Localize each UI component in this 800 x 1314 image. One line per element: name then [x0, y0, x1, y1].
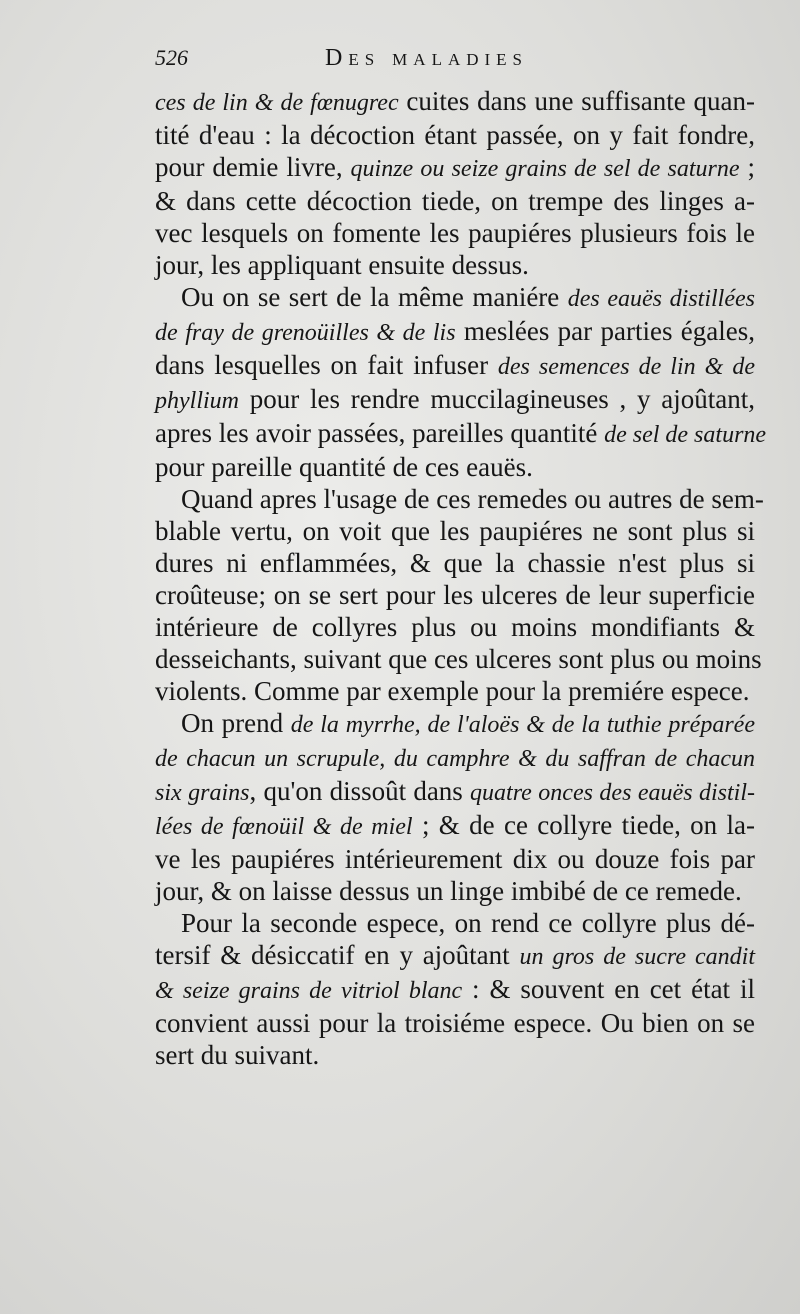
italic-text: quinze ou seize grains de sel de saturne — [350, 156, 740, 182]
roman-text: apres les avoir passées, pareilles quantité — [155, 418, 605, 448]
text-line — [155, 741, 755, 775]
text-line — [155, 217, 755, 249]
italic-text: de fray de grenoüilles & de lis — [155, 320, 456, 346]
roman-text: jour, les appliquant ensuite dessus. — [155, 250, 529, 280]
text-line — [155, 907, 755, 939]
roman-text: pour demie livre, — [155, 152, 351, 182]
italic-text: des eauës distillées — [567, 286, 755, 312]
paragraph — [155, 907, 755, 1071]
text-line — [155, 875, 755, 907]
roman-text: blable vertu, on voit que les paupiéres ne sont plus si — [155, 516, 755, 546]
text-block — [155, 45, 767, 1071]
text-line — [155, 707, 755, 741]
text-line — [155, 483, 764, 515]
text-line — [155, 281, 755, 315]
body-text — [155, 85, 767, 1071]
roman-text: ; & de ce collyre tiede, on la- — [412, 810, 755, 840]
text-line — [155, 939, 755, 973]
text-line — [155, 85, 755, 119]
text-line — [155, 579, 755, 611]
text-line — [155, 1039, 755, 1071]
text-line — [155, 1007, 755, 1039]
text-line — [155, 383, 755, 417]
roman-text: tersif & désiccatif en y ajoûtant — [155, 940, 520, 970]
roman-text: meslées par parties égales, — [455, 316, 755, 346]
italic-text: de sel de saturne — [604, 422, 767, 448]
text-line — [155, 417, 767, 451]
text-line — [155, 515, 755, 547]
text-line — [155, 249, 755, 281]
roman-text: desseichants, suivant que ces ulceres sont plus ou moins — [155, 644, 762, 674]
roman-text: pour pareille quantité de ces eauës. — [155, 452, 533, 482]
text-line — [155, 775, 755, 809]
paragraph — [155, 707, 755, 907]
roman-text: cuites dans une suffisante quan- — [398, 86, 755, 116]
roman-text: convient aussi pour la troisiéme espece. Ou bien on se — [155, 1008, 755, 1038]
text-line — [155, 643, 762, 675]
roman-text: & dans cette décoction tiede, on trempe des linges a- — [155, 186, 755, 216]
roman-text: vec lesquels on fomente les paupiéres plusieurs fois le — [155, 218, 755, 248]
italic-text: de la myrrhe, de l'aloës & de la tuthie préparée — [290, 712, 755, 738]
roman-text: dans lesquelles on fait infuser — [155, 350, 498, 380]
text-line — [155, 611, 755, 643]
italic-text: ces de lin & de fœnugrec — [155, 90, 399, 116]
text-line — [155, 119, 755, 151]
italic-text: & seize grains de vitriol blanc — [155, 978, 463, 1004]
paragraph — [155, 483, 764, 707]
roman-text: : & souvent en cet état il — [462, 974, 755, 1004]
roman-text: sert du suivant. — [155, 1040, 320, 1070]
italic-text: des semences de lin & de — [497, 354, 756, 380]
roman-text: jour, & on laisse dessus un linge imbibé de ce remede. — [155, 876, 742, 906]
roman-text: Pour la seconde espece, on rend ce collyre plus dé- — [181, 908, 755, 938]
roman-text: violents. Comme par exemple pour la premiére espece. — [155, 676, 750, 706]
roman-text: ; — [739, 152, 755, 182]
italic-text: de chacun un scrupule, du camphre & du saffran de chacun — [155, 746, 755, 772]
italic-text: six grains — [155, 780, 250, 806]
roman-text: Ou on se sert de la même maniére — [181, 282, 568, 312]
text-line — [155, 185, 755, 217]
roman-text: On prend — [181, 708, 291, 738]
paragraph — [155, 281, 767, 483]
roman-text: intérieure de collyres plus ou moins mondifiants & — [155, 612, 755, 642]
text-line — [155, 809, 755, 843]
text-line — [155, 151, 755, 185]
italic-text: un gros de sucre candit — [519, 944, 755, 970]
paragraph — [155, 85, 755, 281]
text-line — [155, 675, 755, 707]
roman-text: dures ni enflammées, & que la chassie n'est plus si — [155, 548, 755, 578]
text-line — [155, 547, 755, 579]
page-number: 526 — [155, 45, 188, 70]
text-line — [155, 315, 755, 349]
italic-text: lées de fœnoüil & de miel — [155, 814, 413, 840]
running-title: Des maladies — [325, 45, 529, 71]
roman-text: croûteuse; on se sert pour les ulceres de leur superficie — [155, 580, 755, 610]
roman-text: pour les rendre muccilagineuses , y ajoûtant, — [239, 384, 755, 414]
running-head — [155, 45, 755, 85]
italic-text: phyllium — [155, 388, 239, 414]
italic-text: quatre onces des eauës distil- — [470, 780, 756, 806]
text-line — [155, 451, 755, 483]
roman-text: ve les paupiéres intérieurement dix ou douze fois par — [155, 844, 755, 874]
roman-text: Quand apres l'usage de ces remedes ou autres de sem- — [181, 484, 764, 514]
text-line — [155, 973, 755, 1007]
roman-text: , qu'on dissoût dans — [249, 776, 471, 806]
roman-text: tité d'eau : la décoction étant passée, on y fait fondre, — [155, 120, 755, 150]
text-line — [155, 349, 755, 383]
text-line — [155, 843, 755, 875]
